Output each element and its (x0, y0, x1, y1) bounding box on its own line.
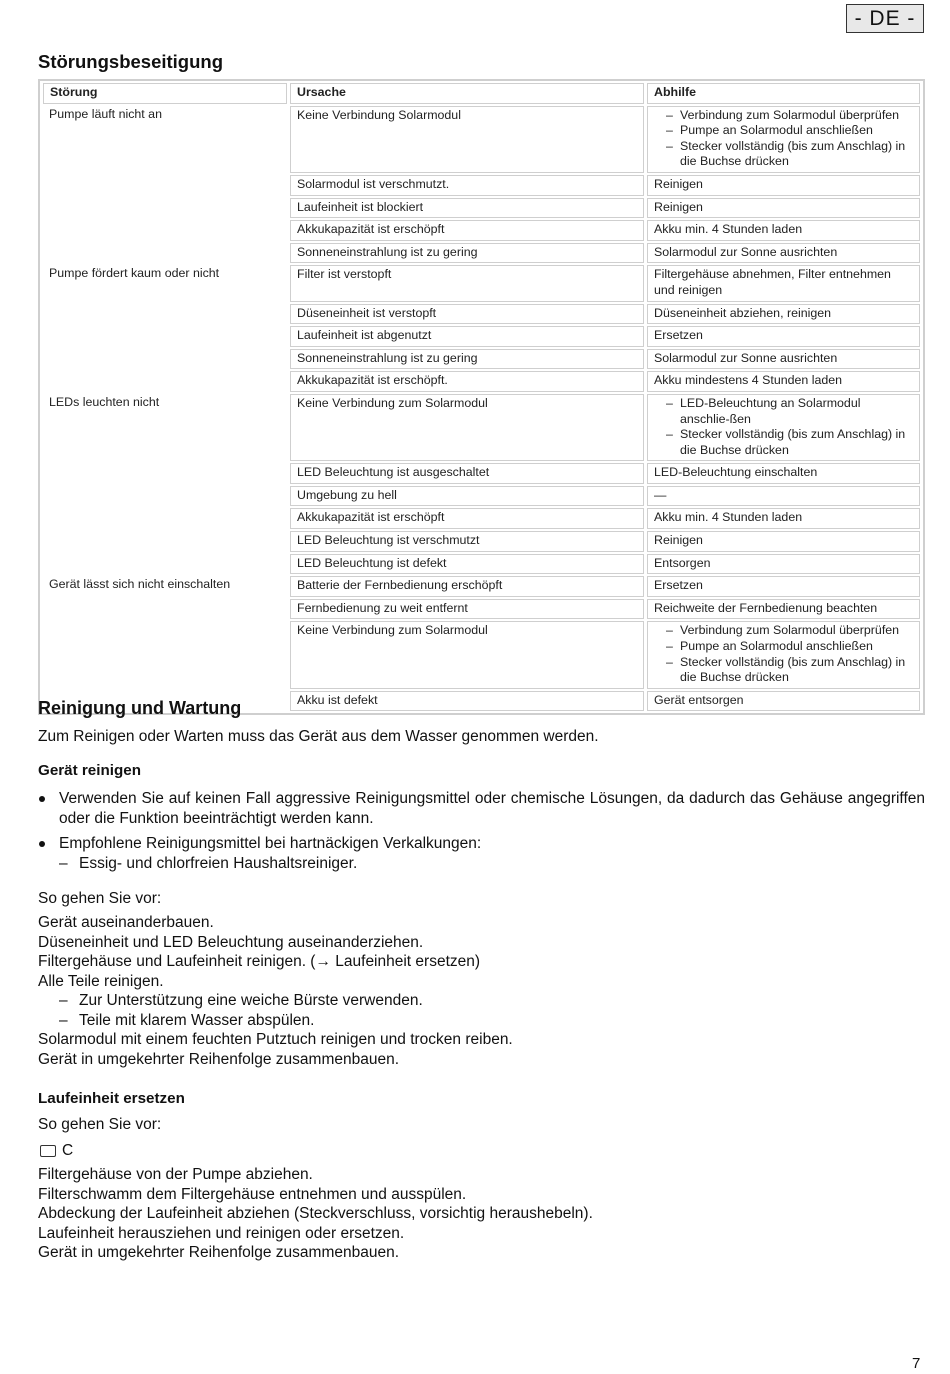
cause-cell: Batterie der Fernbedienung erschöpft (290, 576, 644, 597)
table-row (43, 106, 920, 173)
figure-icon (40, 1145, 56, 1157)
remedy-list (654, 396, 913, 458)
step-item: Düseneinheit und LED Beleuchtung auseinanderziehen. (38, 933, 424, 951)
fault-cell: Pumpe fördert kaum oder nicht (49, 266, 220, 281)
cause-cell: Keine Verbindung Solarmodul (290, 106, 644, 173)
bullet-icon (39, 841, 45, 847)
cleaning-intro: Zum Reinigen oder Warten muss das Gerät aus dem Wasser genommen werden. (38, 728, 599, 745)
cause-cell: Akkukapazität ist erschöpft. (290, 371, 644, 392)
remedy-cell: Ersetzen (647, 576, 920, 597)
impeller-section-title: Laufeinheit ersetzen (38, 1090, 185, 1107)
remedy-cell: — (647, 486, 920, 507)
step-item: Filtergehäuse und Laufeinheit reinigen. (→ Laufeinheit ersetzen) (38, 953, 481, 970)
troubleshooting-table (38, 79, 925, 715)
cleaning-bullet-list (38, 789, 925, 860)
figure-reference (38, 1141, 73, 1161)
step-item: Laufeinheit herausziehen und reinigen oder ersetzen. (38, 1224, 405, 1242)
impeller-steps (38, 1165, 593, 1263)
remedy-cell: Reinigen (647, 531, 920, 552)
remedy-list-item: – Stecker vollständig (bis zum Anschlag) in die Buchse drücken (662, 427, 913, 458)
device-cleaning-title: Gerät reinigen (38, 762, 141, 779)
cause-cell: Sonneneinstrahlung ist zu gering (290, 243, 644, 264)
remedy-cell (647, 106, 920, 173)
step-subitem: – Zur Unterstützung eine weiche Bürste verwenden. (38, 991, 513, 1011)
step-item: Gerät in umgekehrter Reihenfolge zusammenbauen. (38, 1244, 400, 1261)
remedy-cell: Akku min. 4 Stunden laden (647, 508, 920, 529)
column-header-remedy: Abhilfe (647, 83, 920, 104)
cause-cell: Filter ist verstopft (290, 265, 644, 301)
step-item: Gerät auseinanderbauen. (38, 914, 214, 931)
remedy-cell: LED-Beleuchtung einschalten (647, 463, 920, 484)
bullet-text: Empfohlene Reinigungsmittel bei hartnäckigen Verkalkungen: (59, 835, 482, 852)
cause-cell: Sonneneinstrahlung ist zu gering (290, 349, 644, 370)
bullet-icon (39, 796, 45, 802)
cause-cell: LED Beleuchtung ist ausgeschaltet (290, 463, 644, 484)
step-item: Filterschwamm dem Filtergehäuse entnehmen und ausspülen. (38, 1185, 467, 1203)
remedy-list (654, 623, 913, 685)
cause-cell: Akkukapazität ist erschöpft (290, 508, 644, 529)
column-header-cause: Ursache (290, 83, 644, 104)
remedy-cell: Solarmodul zur Sonne ausrichten (647, 243, 920, 264)
remedy-list-item: – Stecker vollständig (bis zum Anschlag) in die Buchse drücken (662, 139, 913, 170)
remedy-cell: Reinigen (647, 175, 920, 196)
language-badge: - DE - (846, 4, 924, 33)
step-item: Filtergehäuse von der Pumpe abziehen. (38, 1166, 313, 1183)
cause-cell: Keine Verbindung zum Solarmodul (290, 394, 644, 461)
step-subitem: – Teile mit klarem Wasser abspülen. (38, 1011, 513, 1031)
remedy-cell: Reinigen (647, 198, 920, 219)
remedy-list-item: – Verbindung zum Solarmodul überprüfen (662, 623, 913, 639)
remedy-cell (647, 621, 920, 688)
table-body (43, 106, 920, 712)
remedy-cell: Ersetzen (647, 326, 920, 347)
remedy-cell: Filtergehäuse abnehmen, Filter entnehmen und reinigen (647, 265, 920, 301)
table-header-row (43, 83, 920, 104)
remedy-list-item: – Stecker vollständig (bis zum Anschlag) in die Buchse drücken (662, 655, 913, 686)
list-item (38, 789, 925, 828)
remedy-list-item: – LED-Beleuchtung an Solarmodul anschlie-ßen (662, 396, 913, 427)
step-item: Alle Teile reinigen. (38, 972, 164, 990)
remedy-list-item: – Verbindung zum Solarmodul überprüfen (662, 108, 913, 124)
cause-cell: Solarmodul ist verschmutzt. (290, 175, 644, 196)
fault-cell: LEDs leuchten nicht (49, 394, 160, 409)
remedy-cell: Düseneinheit abziehen, reinigen (647, 304, 920, 325)
step-item: Gerät in umgekehrter Reihenfolge zusammenbauen. (38, 1050, 400, 1068)
cause-cell: Laufeinheit ist abgenutzt (290, 326, 644, 347)
remedy-cell: Reichweite der Fernbedienung beachten (647, 599, 920, 620)
page-number: 7 (912, 1355, 921, 1372)
remedy-list-item: – Pumpe an Solarmodul anschließen (662, 639, 913, 655)
table-row (43, 394, 920, 461)
remedy-cell (647, 394, 920, 461)
step-item: Abdeckung der Laufeinheit abziehen (Steckverschluss, vorsichtig heraushebeln). (38, 1205, 593, 1222)
remedy-list (654, 108, 913, 170)
cause-cell: Umgebung zu hell (290, 486, 644, 507)
cause-cell: LED Beleuchtung ist defekt (290, 554, 644, 575)
cause-cell: Laufeinheit ist blockiert (290, 198, 644, 219)
remedy-cell: Entsorgen (647, 554, 920, 575)
bullet-text: Verwenden Sie auf keinen Fall aggressive Reinigungsmittel oder chemische Lösungen, da dadurch das Gehäuse angegriffen oder die Funktion beeinträchtigt werden kann. (59, 790, 925, 827)
cause-cell: LED Beleuchtung ist verschmutzt (290, 531, 644, 552)
remedy-list-item: – Pumpe an Solarmodul anschließen (662, 123, 913, 139)
table-row (43, 576, 920, 597)
cause-cell: Fernbedienung zu weit entfernt (290, 599, 644, 620)
cause-cell: Keine Verbindung zum Solarmodul (290, 621, 644, 688)
impeller-procedure-label: So gehen Sie vor: (38, 1116, 162, 1133)
fault-cell: Pumpe läuft nicht an (49, 106, 162, 121)
cleaning-steps (38, 913, 513, 1069)
cause-cell: Düseneinheit ist verstopft (290, 304, 644, 325)
cause-cell: Akku ist defekt (290, 691, 644, 712)
cleaning-section-title: Reinigung und Wartung (38, 698, 242, 718)
troubleshooting-title: Störungsbeseitigung (38, 51, 223, 72)
cleaning-agent-sublist (38, 854, 357, 874)
step-item: Solarmodul mit einem feuchten Putztuch reinigen und trocken reiben. (38, 1031, 513, 1048)
remedy-cell: Akku min. 4 Stunden laden (647, 220, 920, 241)
remedy-cell: Gerät entsorgen (647, 691, 920, 712)
figure-label: C (62, 1142, 74, 1159)
procedure-label: So gehen Sie vor: (38, 890, 162, 907)
cause-cell: Akkukapazität ist erschöpft (290, 220, 644, 241)
list-item: – Essig- und chlorfreien Haushaltsreiniger. (59, 854, 357, 874)
list-item (38, 834, 925, 854)
column-header-fault: Störung (43, 83, 287, 104)
fault-cell: Gerät lässt sich nicht einschalten (49, 577, 231, 592)
remedy-cell: Solarmodul zur Sonne ausrichten (647, 349, 920, 370)
table-row (43, 265, 920, 301)
remedy-cell: Akku mindestens 4 Stunden laden (647, 371, 920, 392)
